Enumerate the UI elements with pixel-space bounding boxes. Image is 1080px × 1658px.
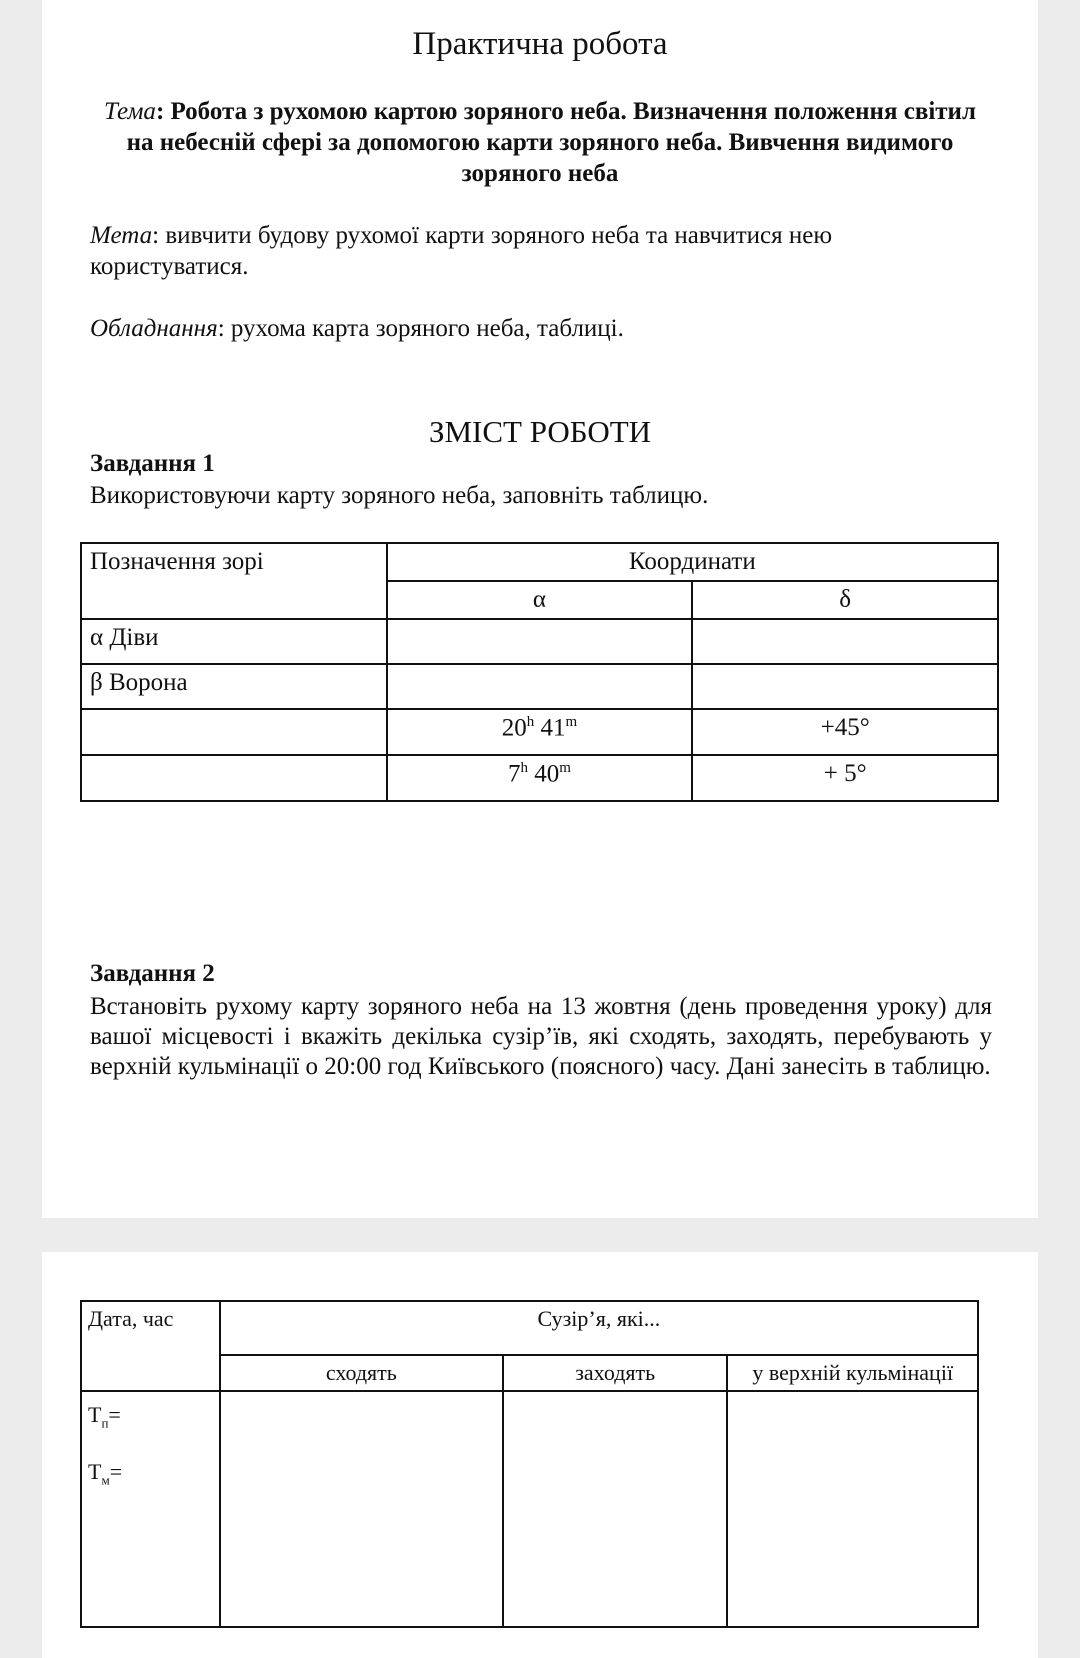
theme-colon: : <box>155 98 171 125</box>
delta-cell <box>692 619 998 664</box>
table-row <box>81 1391 978 1627</box>
task2-heading: Завдання 2 <box>90 960 215 987</box>
alpha-cell: 20$^h$ 41$^m$ <box>387 709 693 755</box>
header-alpha-cell: α <box>387 581 693 619</box>
table-row <box>81 709 998 755</box>
alpha-cell: 7$^h$ 40$^m$ <box>387 755 693 801</box>
time-cell <box>81 1391 220 1627</box>
header-setting-cell: заходять <box>503 1355 728 1391</box>
theme-text: Робота з рухомою картою зоряного неба. Визначення положення світил на небесній сфері за допомогою карти зоряного неба. Вивчення видимого зоряного неба <box>126 98 976 187</box>
section-title: ЗМІСТ РОБОТИ <box>428 414 652 449</box>
setting-cell <box>503 1391 728 1627</box>
alpha-cell <box>387 619 693 664</box>
star-cell: β Ворона <box>81 664 387 709</box>
header-date-cell: Дата, час <box>81 1301 220 1391</box>
standard-time-label: $Т_п=$ <box>88 1402 121 1431</box>
page-title: Практична робота <box>412 26 668 62</box>
table-row <box>81 664 998 709</box>
header-rising-cell: сходять <box>220 1355 503 1391</box>
theme-block <box>102 96 978 189</box>
culmination-cell <box>727 1391 978 1627</box>
delta-cell: +45° <box>692 709 998 755</box>
rising-cell <box>220 1391 503 1627</box>
coordinates-table <box>80 542 999 802</box>
alpha-cell <box>387 664 693 709</box>
header-constellations-cell: Сузір’я, які... <box>220 1301 978 1355</box>
equipment-label: Обладнання <box>90 315 218 342</box>
delta-cell <box>692 664 998 709</box>
task2-text: Встановіть рухому карту зоряного неба на 13 жовтня (день проведення уроку) для вашої місцевості і вкажіть декілька сузір’їв, які сходять, заходять, перебувають у верхній кульмінації о 20:00 год Київського (поясного) часу. Дані занесіть в таблицю. <box>90 993 992 1080</box>
goal-paragraph: Мета: вивчити будову рухомої карти зоряного неба та навчитися нею користуватися. <box>90 222 832 280</box>
equipment-paragraph: Обладнання: рухома карта зоряного неба, таблиці. <box>90 315 624 342</box>
table-row <box>81 619 998 664</box>
header-coordinates-cell: Координати <box>387 543 998 581</box>
constellations-table <box>80 1300 979 1628</box>
task1-heading: Завдання 1 <box>90 450 215 477</box>
header-delta-cell: δ <box>692 581 998 619</box>
equipment-text: рухома карта зоряного неба, таблиці. <box>230 315 624 342</box>
document-page-2 <box>42 1252 1038 1658</box>
star-cell <box>81 755 387 801</box>
goal-text: вивчити будову рухомої карти зоряного неба та навчитися нею користуватися. <box>90 222 832 280</box>
goal-label: Мета <box>90 222 153 249</box>
document-page-1 <box>42 0 1038 1218</box>
star-cell <box>81 709 387 755</box>
theme-label: Тема <box>104 98 156 125</box>
header-culmination-cell: у верхній кульмінації <box>727 1355 978 1391</box>
table-row <box>81 755 998 801</box>
star-cell: α Діви <box>81 619 387 664</box>
header-star-cell: Позначення зорі <box>81 543 387 619</box>
task1-text: Використовуючи карту зоряного неба, заповніть таблицю. <box>90 482 709 509</box>
local-time-label: $Т_м=$ <box>88 1459 123 1488</box>
delta-cell: + 5° <box>692 755 998 801</box>
